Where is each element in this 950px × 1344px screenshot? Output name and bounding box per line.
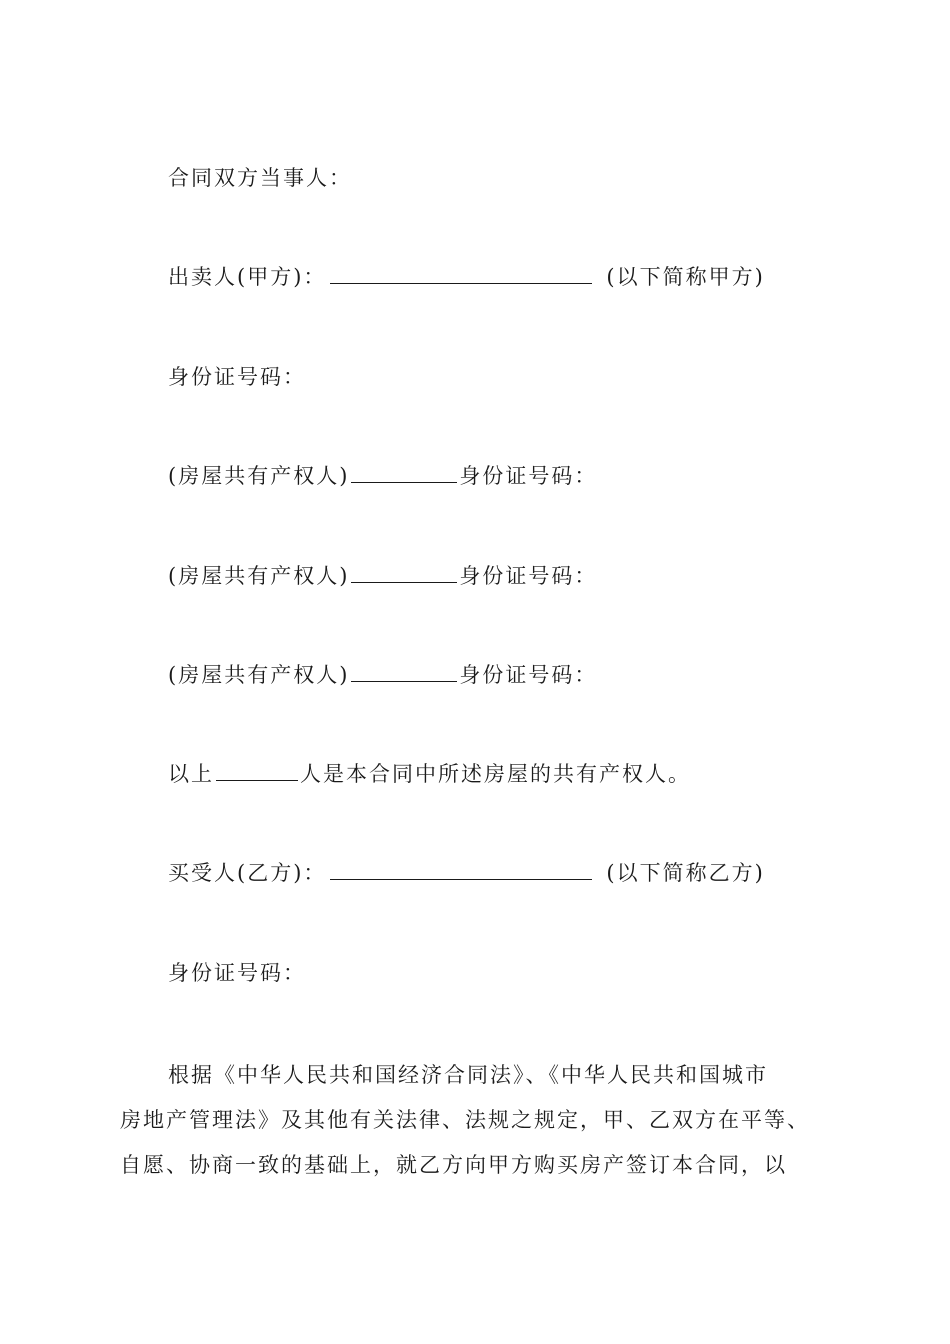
- co-owner-statement-prefix: 以上: [168, 762, 214, 786]
- preamble-line-1: 根据《中华人民共和国经济合同法》、《中华人民共和国城市: [168, 1063, 768, 1087]
- co-owner-name-blank[interactable]: [351, 562, 457, 583]
- co-owner-line-1: [168, 461, 597, 491]
- co-owner-count-blank[interactable]: [216, 760, 298, 781]
- buyer-label: 买受人(乙方)：: [168, 861, 327, 885]
- seller-label: 出卖人(甲方)：: [168, 265, 327, 289]
- parties-heading-text: 合同双方当事人：: [168, 166, 352, 190]
- co-owner-statement: [168, 759, 691, 789]
- co-owner-label: (房屋共有产权人): [168, 564, 350, 588]
- buyer-id-line: [168, 958, 306, 988]
- seller-id-line: [168, 362, 306, 392]
- seller-line: [168, 262, 765, 292]
- seller-suffix: (以下简称甲方): [606, 265, 765, 289]
- buyer-suffix: (以下简称乙方): [606, 861, 765, 885]
- preamble-paragraph: [120, 1053, 840, 1188]
- co-owner-line-2: [168, 561, 597, 591]
- buyer-id-label: 身份证号码：: [168, 961, 306, 985]
- seller-name-blank[interactable]: [330, 263, 592, 284]
- parties-heading: [168, 163, 352, 193]
- co-owner-id-label: 身份证号码：: [459, 464, 598, 488]
- co-owner-name-blank[interactable]: [351, 661, 457, 682]
- co-owner-label: (房屋共有产权人): [168, 464, 350, 488]
- seller-id-label: 身份证号码：: [168, 365, 306, 389]
- co-owner-id-label: 身份证号码：: [459, 564, 598, 588]
- co-owner-line-3: [168, 660, 597, 690]
- co-owner-id-label: 身份证号码：: [459, 663, 598, 687]
- preamble-line-2: 房地产管理法》及其他有关法律、法规之规定，甲、乙双方在平等、: [120, 1108, 810, 1132]
- co-owner-label: (房屋共有产权人): [168, 663, 350, 687]
- co-owner-statement-suffix: 人是本合同中所述房屋的共有产权人。: [300, 762, 691, 786]
- co-owner-name-blank[interactable]: [351, 462, 457, 483]
- buyer-line: [168, 858, 765, 888]
- buyer-name-blank[interactable]: [330, 859, 592, 880]
- preamble-line-3: 自愿、协商一致的基础上，就乙方向甲方购买房产签订本合同，以: [120, 1153, 787, 1177]
